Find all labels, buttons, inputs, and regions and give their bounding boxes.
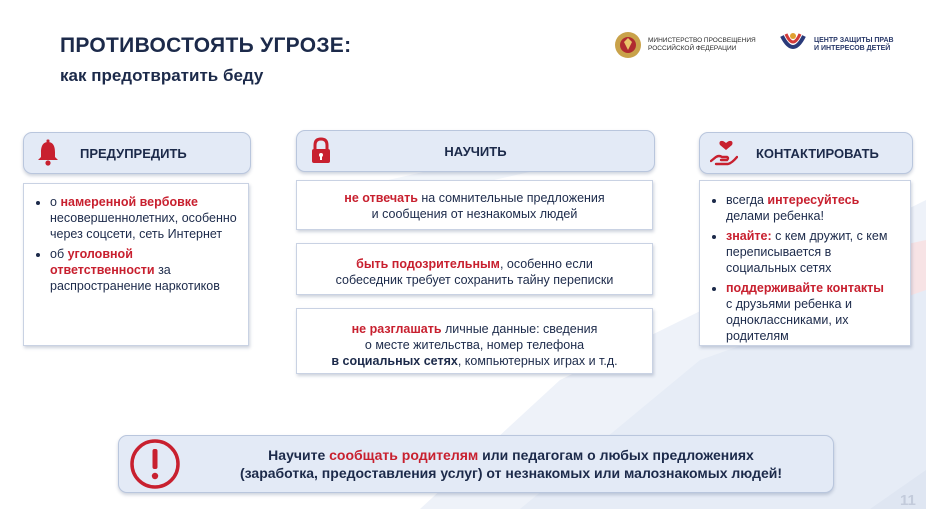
list-item: • о намеренной вербовке несовершеннолетних, особенно через соцсети, сеть Интернет	[50, 194, 240, 242]
list-item: • поддерживайте контакты с друзьями ребенка и одноклассниками, их родителям	[726, 280, 904, 344]
bottom-banner	[118, 435, 834, 493]
list-item: • всегда интересуйтесь делами ребенка!	[726, 192, 904, 224]
warn-header-label: ПРЕДУПРЕДИТЬ	[80, 145, 187, 161]
contact-list	[706, 192, 904, 344]
bell-icon	[34, 139, 62, 167]
center-name-line1: ЦЕНТР ЗАЩИТЫ ПРАВ	[814, 37, 894, 44]
page-subtitle: как предотвратить беду	[60, 66, 264, 85]
warn-header	[23, 132, 251, 174]
warn-list	[30, 194, 240, 294]
center-logo	[778, 30, 894, 60]
contact-card	[699, 180, 911, 346]
contact-header	[699, 132, 913, 174]
teach-header	[296, 130, 655, 172]
teach-header-label: НАУЧИТЬ	[444, 143, 507, 159]
center-emblem-icon	[778, 30, 808, 60]
contact-header-label: КОНТАКТИРОВАТЬ	[756, 145, 879, 161]
page-number: 11	[900, 492, 916, 509]
list-item: • об уголовной ответственности за распространение наркотиков	[50, 246, 240, 294]
teach-card-3: не разглашать личные данные: сведения о месте жительства, номер телефона в социальных сетях, компьютерных играх и т.д.	[296, 308, 653, 374]
heart-hand-icon	[710, 139, 738, 167]
teach-card-2: быть подозрительным, особенно если собеседник требует сохранить тайну переписки	[296, 243, 653, 295]
page-title: ПРОТИВОСТОЯТЬ УГРОЗЕ:	[60, 34, 352, 57]
banner-text: Научите сообщать родителям или педагогам о любых предложениях (заработка, предоставления услуг) от незнакомых или малознакомых людей!	[239, 447, 783, 481]
ministry-name-line1: МИНИСТЕРСТВО ПРОСВЕЩЕНИЯ	[648, 37, 756, 44]
list-item: • знайте: с кем дружит, с кем переписывается в социальных сетях	[726, 228, 904, 276]
center-name-line2: И ИНТЕРЕСОВ ДЕТЕЙ	[814, 45, 891, 52]
warn-card	[23, 183, 249, 346]
teach-card-1: не отвечать на сомнительные предложения и сообщения от незнакомых людей	[296, 180, 653, 230]
lock-icon	[307, 137, 335, 165]
ministry-logo	[612, 30, 756, 60]
ministry-name-line2: РОССИЙСКОЙ ФЕДЕРАЦИИ	[648, 45, 737, 52]
ministry-emblem-icon	[612, 30, 644, 60]
exclamation-icon	[127, 436, 183, 492]
